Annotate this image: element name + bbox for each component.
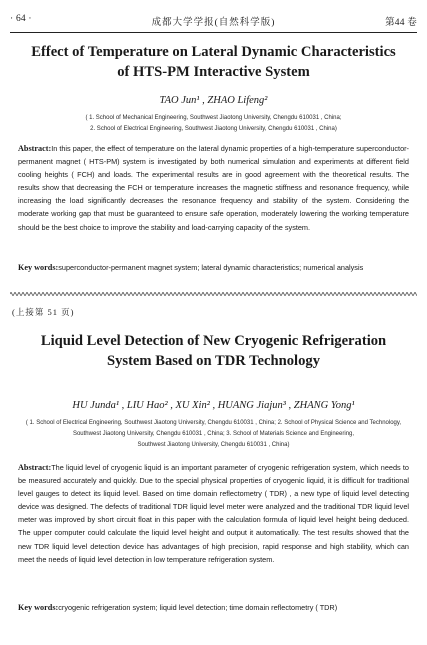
- article-2-abstract-text: The liquid level of cryogenic liquid is an important parameter of cryogenic refrigeration system, which needs to be measured accurately and quickly. Due to the special physical properties of cryogenic liquid, it is difficult for traditional level gauges to detect its liquid level. Based on time domain reflectometry ( TDR) , a new type of liquid level detecting device was designed. The defects of traditional TDR liquid level meter were analyzed and the traditional TDR liquid level meter was improved by short circuit float in this paper with the calculation formula of liquid level height being deduced. The upper computer could calculate the liquid level height and output it automatically. The test results showed that the new TDR liquid level detection device has advantages of high precision, rapid response and high stability, which can meet the needs of liquid level detection in low temperature refrigeration system.: [18, 463, 409, 564]
- article-2-author-list: HU Junda¹ , LIU Hao² , XU Xin² , HUANG Jiajun³ , ZHANG Yong¹: [72, 400, 355, 411]
- article-1-title: [18, 42, 409, 82]
- article-1-abstract-label: Abstract:: [18, 144, 52, 153]
- article-2-affiliation-1: ( 1. School of Electrical Engineering, Southwest Jiaotong University, Chengdu 610031 , China; 2. School of Physical Science and Technology,: [25, 420, 402, 426]
- article-2-abstract: [18, 461, 409, 566]
- article-2-affiliations: [18, 418, 409, 451]
- article-2-title-line-1: Liquid Level Detection of New Cryogenic Refrigeration: [40, 333, 387, 349]
- page-number: · 64 ·: [10, 14, 32, 24]
- article-2-abstract-label: Abstract:: [18, 463, 52, 472]
- article-1-keywords-text: superconductor-permanent magnet system; lateral dynamic characteristics; numerical analysis: [58, 263, 364, 272]
- article-1-keywords-label: Key words:: [18, 263, 59, 272]
- article-2-keywords: [18, 602, 409, 614]
- volume-number: 第44 卷: [385, 18, 417, 28]
- wavy-separator: [10, 291, 417, 297]
- article-1-keywords: [18, 262, 409, 274]
- article-2-keywords-text: cryogenic refrigeration system; liquid level detection; time domain reflectometry ( TDR): [58, 603, 338, 612]
- article-1-author-list: TAO Jun¹ , ZHAO Lifeng²: [159, 95, 268, 106]
- article-1-abstract-text: In this paper, the effect of temperature on the lateral dynamic properties of a high-temperature superconductor-permanent magnet ( HTS-PM) system is investigated by both numerical simulation and experiments at different field cooling heights ( FCH) and loads. The experimental results are in good agreement with the theoretical results. The results show that decreasing the FCH or temperature increases the magnetic stiffness and resonance frequency, while increasing the load significantly decreases the resonance frequency and stability of the system. Considering the moderate working gap that must be guaranteed to ensure safe operation, moderately lowering the working temperature should be the best choice to improve the stability and load-carrying capacity of the system.: [18, 144, 409, 232]
- article-1-authors: [18, 94, 409, 108]
- journal-name: 成都大学学报(自然科学版): [151, 18, 276, 28]
- article-1-affiliation-1: ( 1. School of Mechanical Engineering, Southwest Jiaotong University, Chengdu 610031 , China;: [85, 115, 342, 121]
- article-2-title-line-2: System Based on TDR Technology: [106, 353, 320, 369]
- article-2-keywords-label: Key words:: [18, 603, 59, 612]
- article-2-affiliation-2: Southwest Jiaotong University, Chengdu 610031 , China; 3. School of Materials Science and Engineering,: [72, 431, 355, 437]
- article-2-affiliation-3: Southwest Jiaotong University, Chengdu 610031 , China): [137, 442, 290, 448]
- article-2-title: [18, 331, 409, 371]
- article-1-abstract: [18, 142, 409, 234]
- article-1-title-line-1: Effect of Temperature on Lateral Dynamic Characteristics: [31, 44, 396, 60]
- article-1-affiliation-2: 2. School of Electrical Engineering, Southwest Jiaotong University, Chengdu 610031 , China): [90, 126, 337, 132]
- article-1-affiliations: [18, 113, 409, 135]
- article-2-authors: [18, 399, 409, 413]
- header-rule: [10, 32, 417, 33]
- running-header: [10, 14, 417, 28]
- article-1-title-line-2: of HTS-PM Interactive System: [117, 64, 310, 80]
- continued-note: (上接第 51 页): [12, 307, 75, 317]
